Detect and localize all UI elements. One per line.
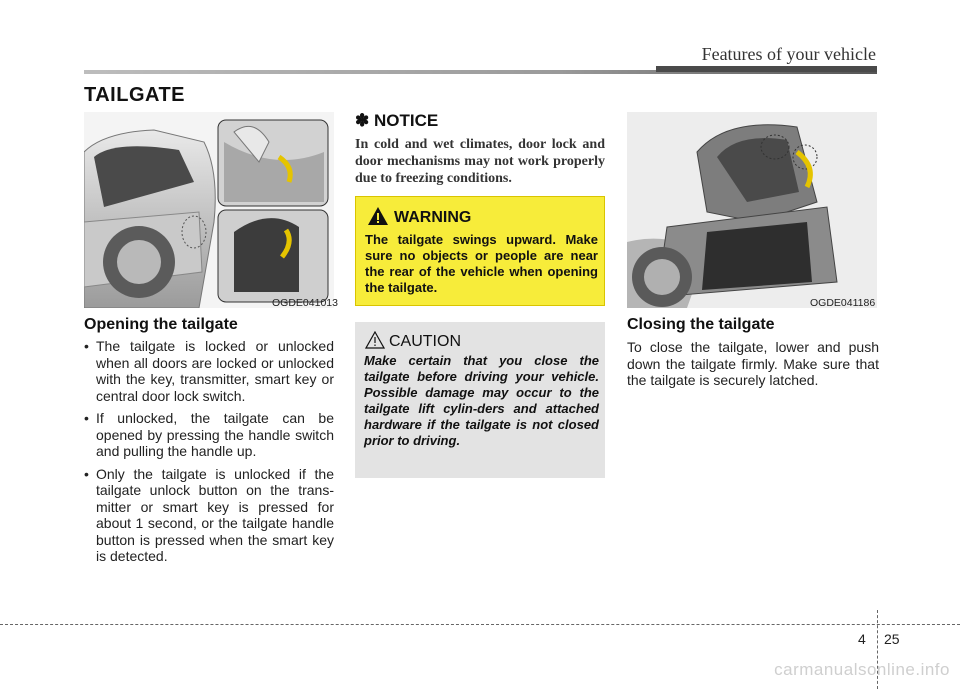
footer-rule: [0, 624, 960, 625]
closing-heading: Closing the tailgate: [627, 316, 775, 333]
watermark: carmanualsonline.info: [774, 660, 950, 679]
caution-box: [355, 322, 605, 478]
section-title: TAILGATE: [84, 84, 186, 106]
caution-title: CAUTION: [389, 333, 461, 350]
list-item: • If unlocked, the tailgate can be opened by pressing the handle switch and pulling the handle up.: [84, 410, 334, 460]
caution-body: Make certain that you close the tailgate before driving your vehicle. Possible damage may occur to the tailgate lift cylin-ders and attached hardware if the tailgate is not closed prior to driving.: [364, 353, 599, 448]
tailgate-opening-illustration: [84, 112, 334, 308]
header-title: Features of your vehicle: [701, 44, 876, 64]
list-item: • Only the tailgate is unlocked if the tailgate unlock button on the trans-mitter or smart key is pressed for about 1 second, or the tailgate handle button is pressed when the smart key is detected.: [84, 466, 334, 565]
notice-title: ✽ NOTICE: [355, 111, 439, 130]
opening-bullet-list: [84, 338, 334, 571]
header-rule-accent: [656, 66, 877, 72]
warning-box: [355, 196, 605, 306]
warning-triangle-icon: [367, 206, 389, 226]
tailgate-closing-illustration: [627, 112, 877, 308]
caution-triangle-icon: [365, 331, 385, 349]
figure-label-right: OGDE041186: [810, 297, 876, 309]
page-number: 25: [884, 631, 900, 647]
warning-title: WARNING: [394, 209, 472, 226]
closing-body: To close the tailgate, lower and push down the tailgate firmly. Make sure that the tailgate is securely latched.: [627, 339, 879, 388]
chapter-number: 4: [858, 631, 866, 647]
warning-body: The tailgate swings upward. Make sure no objects or people are near the rear of the vehicle when opening the tailgate.: [365, 232, 598, 295]
list-item: • The tailgate is locked or unlocked when all doors are locked or unlocked with the key, transmitter, smart key or central door lock switch.: [84, 338, 334, 404]
opening-heading: Opening the tailgate: [84, 316, 238, 333]
notice-body: In cold and wet climates, door lock and door mechanisms may not work properly due to freezing conditions.: [355, 137, 605, 186]
figure-label-left: OGDE041013: [272, 297, 338, 309]
